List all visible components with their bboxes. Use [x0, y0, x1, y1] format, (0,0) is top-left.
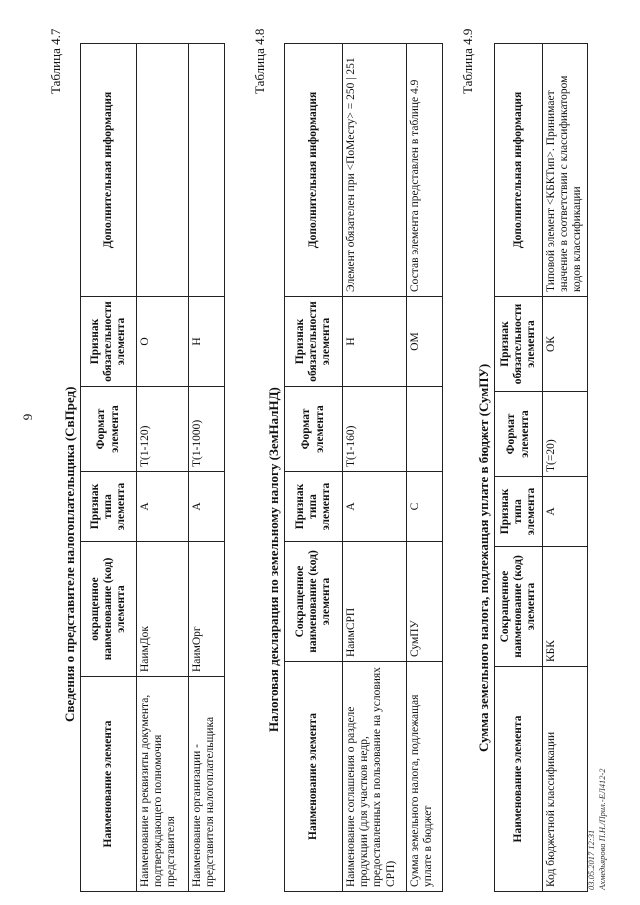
cell-format: T(=20) [543, 392, 588, 477]
table-row [543, 44, 588, 892]
cell-type: А [343, 472, 407, 542]
table-4-9-label: Таблица 4.9 [460, 28, 475, 94]
cell-name: Сумма земельного налога, подлежащая уплате в бюджет [407, 662, 443, 892]
table-4-7-header-row [81, 44, 137, 892]
header-code: Сокращенное наименование (код) элемента [495, 547, 543, 667]
header-format: Формат элемента [285, 387, 343, 472]
cell-name: Наименование организации - представителя налогоплательщика [189, 677, 225, 892]
header-code: окращенное наименование (код) элемента [81, 542, 137, 677]
header-type: Признак типа элемента [495, 477, 543, 547]
table-4-8-label: Таблица 4.8 [252, 28, 267, 94]
stamp-author: Ахмедьярова П.Н./Прил.-ЕЛ412-2 [596, 768, 607, 890]
header-format: Формат элемента [81, 387, 137, 472]
table-row [343, 44, 407, 892]
cell-required: ОМ [407, 297, 443, 387]
page-number: 9 [20, 413, 35, 421]
cell-code: НаимОрг [189, 542, 225, 677]
table-4-8 [284, 43, 443, 892]
header-required: Признак обязательности элемента [285, 297, 343, 387]
cell-required: Н [189, 297, 225, 387]
cell-type: А [137, 472, 189, 542]
table-row [407, 44, 443, 892]
cell-info [189, 44, 225, 297]
cell-required: ОК [543, 297, 588, 392]
cell-type: А [189, 472, 225, 542]
table-4-7-caption: Сведения о представителе налогоплательщика (СвПред) [62, 386, 77, 722]
header-required: Признак обязательности элемента [81, 297, 137, 387]
cell-format: T(1-120) [137, 387, 189, 472]
document-stamp [586, 768, 607, 890]
cell-name: Наименование и реквизиты документа, подтверждающего полномочия представителя [137, 677, 189, 892]
cell-name: Код бюджетной классификации [543, 667, 588, 892]
cell-info: Состав элемента представлен в таблице 4.9 [407, 44, 443, 297]
cell-format: T(1-160) [343, 387, 407, 472]
header-info: Дополнительная информация [81, 44, 137, 297]
rotated-content [20, 12, 620, 892]
table-row [137, 44, 189, 892]
cell-type: А [543, 477, 588, 547]
stamp-date: 03.05.2017 12:31 [586, 829, 596, 890]
cell-name: Наименование соглашения о разделе продукции (для участков недр, предоставленных в пользование на условиях СРП) [343, 662, 407, 892]
header-name: Наименование элемента [81, 677, 137, 892]
header-type: Признак типа элемента [285, 472, 343, 542]
header-required: Признак обязательности элемента [495, 297, 543, 392]
cell-code: НаимДок [137, 542, 189, 677]
cell-info [137, 44, 189, 297]
cell-code: НаимСРП [343, 542, 407, 662]
cell-format: T(1-1000) [189, 387, 225, 472]
cell-required: О [137, 297, 189, 387]
cell-type: С [407, 472, 443, 542]
header-code: Сокращенное наименование (код) элемента [285, 542, 343, 662]
cell-info: Типовой элемент <КБКТип>. Принимает значение в соответствии с классификатором кодов классификации [543, 44, 588, 297]
cell-info: Элемент обязателен при <ПоМесту> = 250 | 251 [343, 44, 407, 297]
header-name: Наименование элемента [285, 662, 343, 892]
table-4-9-header-row [495, 44, 543, 892]
table-4-8-caption: Налоговая декларация по земельному налогу (ЗемНалНД) [266, 387, 281, 732]
cell-format [407, 387, 443, 472]
table-4-9 [494, 43, 588, 892]
header-name: Наименование элемента [495, 667, 543, 892]
header-info: Дополнительная информация [285, 44, 343, 297]
cell-required: Н [343, 297, 407, 387]
header-info: Дополнительная информация [495, 44, 543, 297]
table-4-7-label: Таблица 4.7 [48, 28, 63, 94]
header-type: Признак типа элемента [81, 472, 137, 542]
cell-code: СумПУ [407, 542, 443, 662]
cell-code: КБК [543, 547, 588, 667]
table-4-9-caption: Сумма земельного налога, подлежащая уплате в бюджет (СумПУ) [476, 363, 491, 752]
table-4-8-header-row [285, 44, 343, 892]
table-row [189, 44, 225, 892]
header-format: Формат элемента [495, 392, 543, 477]
table-4-7 [80, 43, 225, 892]
